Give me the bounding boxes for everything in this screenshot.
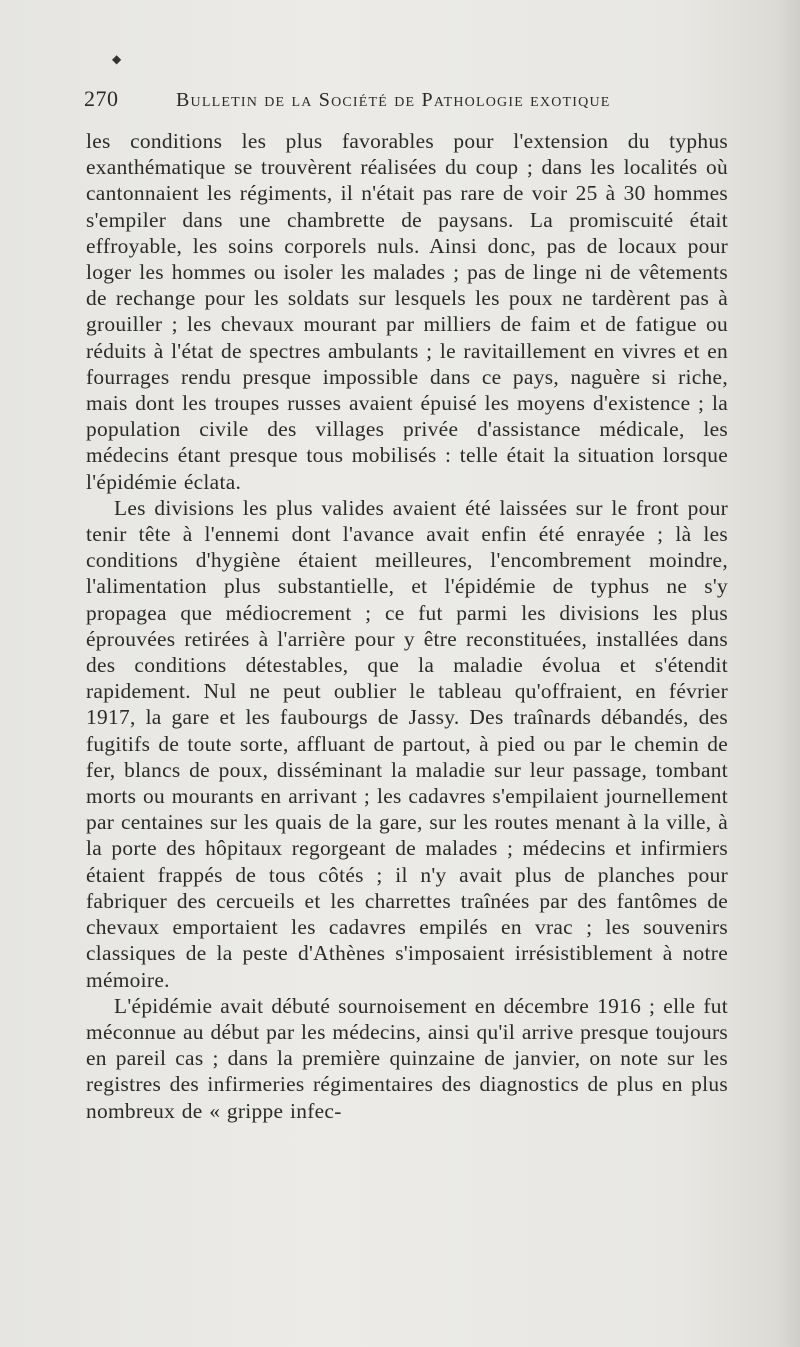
page-number: 270 [84,86,119,111]
paragraph-2: Les divisions les plus valides avaient été laissées sur le front pour tenir tête à l'ennemi dont l'avance avait enfin été enrayée ; là les conditions d'hygiène étaient meilleures, l'encombrement moindre, l'alimentation plus substantielle, et l'épidémie de typhus ne s'y propagea que médiocrement ; ce fut parmi les divisions les plus éprouvées retirées à l'arrière pour y être reconstituées, installées dans des conditions détestables, que la maladie évolua et s'étendit rapidement. Nul ne peut oublier le tableau qu'offraient, en février 1917, la gare et les faubourgs de Jassy. Des traînards débandés, des fugitifs de toute sorte, affluant de partout, à pied ou par le chemin de fer, blancs de poux, disséminant la maladie sur leur passage, tombant morts ou mourants en arrivant ; les cadavres s'empilaient journellement par centaines sur les quais de la gare, sur les routes menant à la ville, à la porte des hôpitaux regorgeant de malades ; médecins et infirmiers étaient frappés de tous côtés ; il n'y avait plus de planches pour fabriquer des cercueils et les charrettes traînées par des fantômes de chevaux emportaient les cadavres empilés en vrac ; les souvenirs classiques de la peste d'Athènes s'imposaient irrésistiblement à notre mémoire. [86,495,728,992]
running-title: Bulletin de la Société de Pathologie exotique [176,89,611,111]
paragraph-1: les conditions les plus favorables pour l'extension du typhus exanthématique se trouvèrent réalisées du coup ; dans les localités où cantonnaient les régiments, il n'était pas rare de voir 25 à 30 hommes s'empiler dans une chambrette de paysans. La promiscuité était effroyable, les soins corporels nuls. Ainsi donc, pas de locaux pour loger les hommes ou isoler les malades ; pas de linge ni de vêtements de rechange pour les soldats sur lesquels les poux ne tardèrent pas à grouiller ; les chevaux mourant par milliers de faim et de fatigue ou réduits à l'état de spectres ambulants ; le ravitaillement en vivres et en fourrages rendu presque impossible dans ce pays, naguère si riche, mais dont les troupes russes avaient épuisé les moyens d'existence ; la population civile des villages privée d'assistance médicale, les médecins étant presque tous mobilisés : telle était la situation lorsque l'épidémie éclata. [86,129,728,494]
page-header [84,86,644,116]
paragraph-3: L'épidémie avait débuté sournoisement en décembre 1916 ; elle fut méconnue au début par les médecins, ainsi qu'il arrive presque toujours en pareil cas ; dans la première quinzaine de janvier, on note sur les registres des infirmeries régimentaires des diagnostics de plus en plus nombreux de « grippe infec- [86,993,728,1123]
body-text [86,128,728,1124]
bullet-mark: ◆ [112,52,122,66]
